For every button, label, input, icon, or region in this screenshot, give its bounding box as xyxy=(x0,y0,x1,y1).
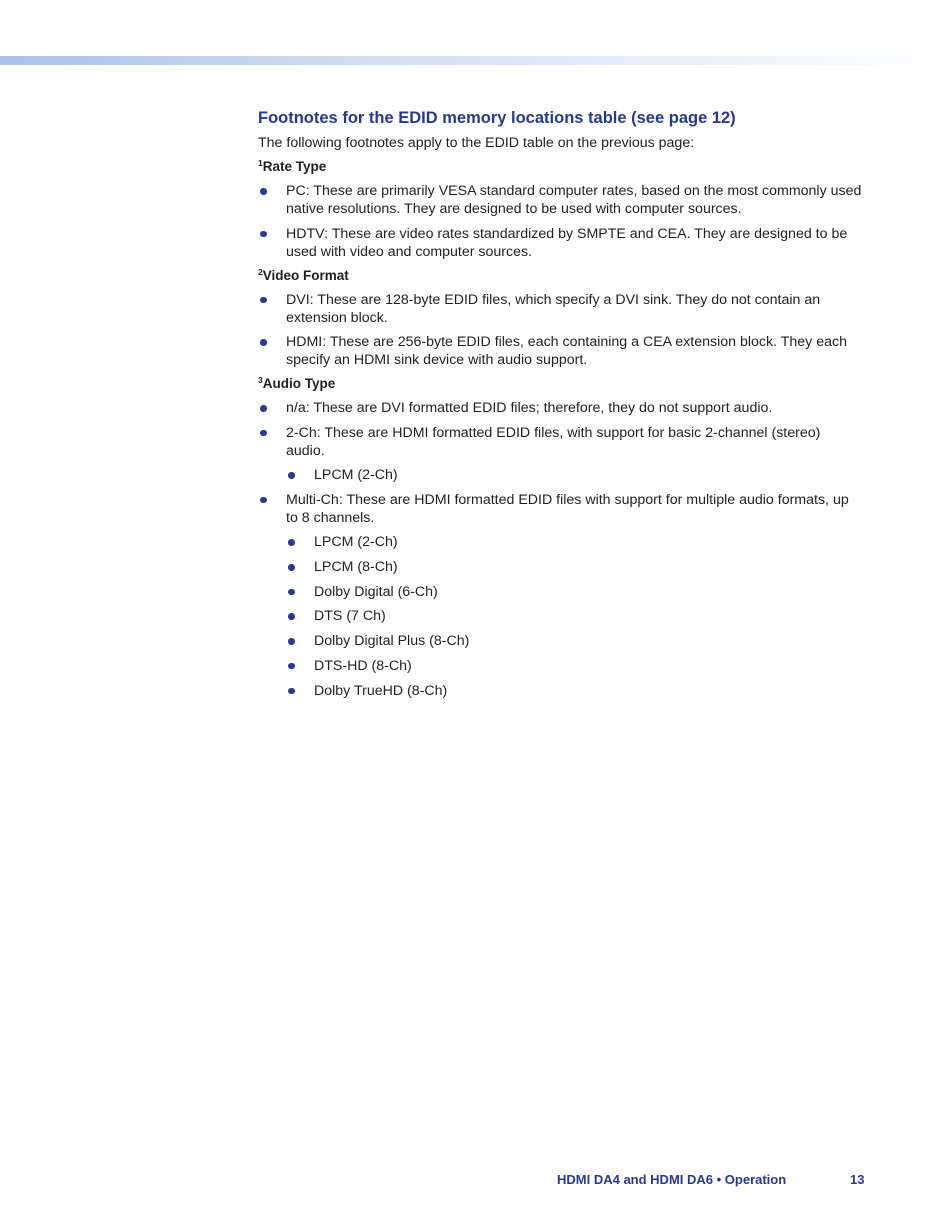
footnote-2-marker: 2 xyxy=(258,266,263,277)
list-item xyxy=(258,399,862,417)
video-format-list xyxy=(258,291,862,370)
sub-list-item: Dolby Digital (6-Ch) xyxy=(286,583,862,601)
page-number: 13 xyxy=(850,1172,865,1187)
sub-list xyxy=(286,533,862,699)
intro-text: The following footnotes apply to the EDID table on the previous page: xyxy=(258,135,695,151)
list-item: PC: These are primarily VESA standard computer rates, based on the most commonly used native resolutions. They are designed to be used with computer sources. xyxy=(258,182,862,218)
header-rule xyxy=(0,56,950,65)
list-item-text: 2-Ch: These are HDMI formatted EDID files, with support for basic 2-channel (stereo) audio. xyxy=(286,424,821,459)
sub-list-item: DTS-HD (8-Ch) xyxy=(286,657,862,675)
list-item-text: n/a: These are DVI formatted EDID files; therefore, they do not support audio. xyxy=(286,400,773,416)
section-heading: Footnotes for the EDID memory locations table (see page 12) xyxy=(258,109,736,127)
list-item-text: Multi-Ch: These are HDMI formatted EDID files with support for multiple audio formats, up to 8 channels. xyxy=(286,491,849,526)
list-item: HDTV: These are video rates standardized by SMPTE and CEA. They are designed to be used with video and computer sources. xyxy=(258,225,862,261)
list-item xyxy=(258,424,862,485)
sub-list-item: LPCM (2-Ch) xyxy=(286,533,862,551)
footnote-1-marker: 1 xyxy=(258,158,263,168)
list-item xyxy=(258,491,862,700)
sub-list-item: LPCM (2-Ch) xyxy=(286,466,862,484)
footnote-1-heading xyxy=(258,158,862,176)
footnote-3-heading xyxy=(258,375,862,393)
sub-list-item: Dolby TrueHD (8-Ch) xyxy=(286,682,862,700)
footer-title: HDMI DA4 and HDMI DA6 • Operation xyxy=(557,1172,787,1187)
sub-list-item: Dolby Digital Plus (8-Ch) xyxy=(286,632,862,650)
footnote-2-title: Video Format xyxy=(262,267,349,283)
sub-list-item: LPCM (8-Ch) xyxy=(286,558,862,576)
list-item: DVI: These are 128-byte EDID files, which specify a DVI sink. They do not contain an extension block. xyxy=(258,291,862,327)
footnote-2-heading xyxy=(258,267,862,285)
sub-list xyxy=(286,466,862,484)
footnote-3-marker: 3 xyxy=(258,375,263,385)
page-content xyxy=(258,107,862,700)
audio-type-list xyxy=(258,399,862,700)
footnote-1-title: Rate Type xyxy=(262,159,327,174)
rate-type-list xyxy=(258,182,862,261)
list-item: HDMI: These are 256-byte EDID files, each containing a CEA extension block. They each specify an HDMI sink device with audio support. xyxy=(258,333,862,369)
sub-list-item: DTS (7 Ch) xyxy=(286,607,862,625)
footnote-3-title: Audio Type xyxy=(262,376,336,391)
